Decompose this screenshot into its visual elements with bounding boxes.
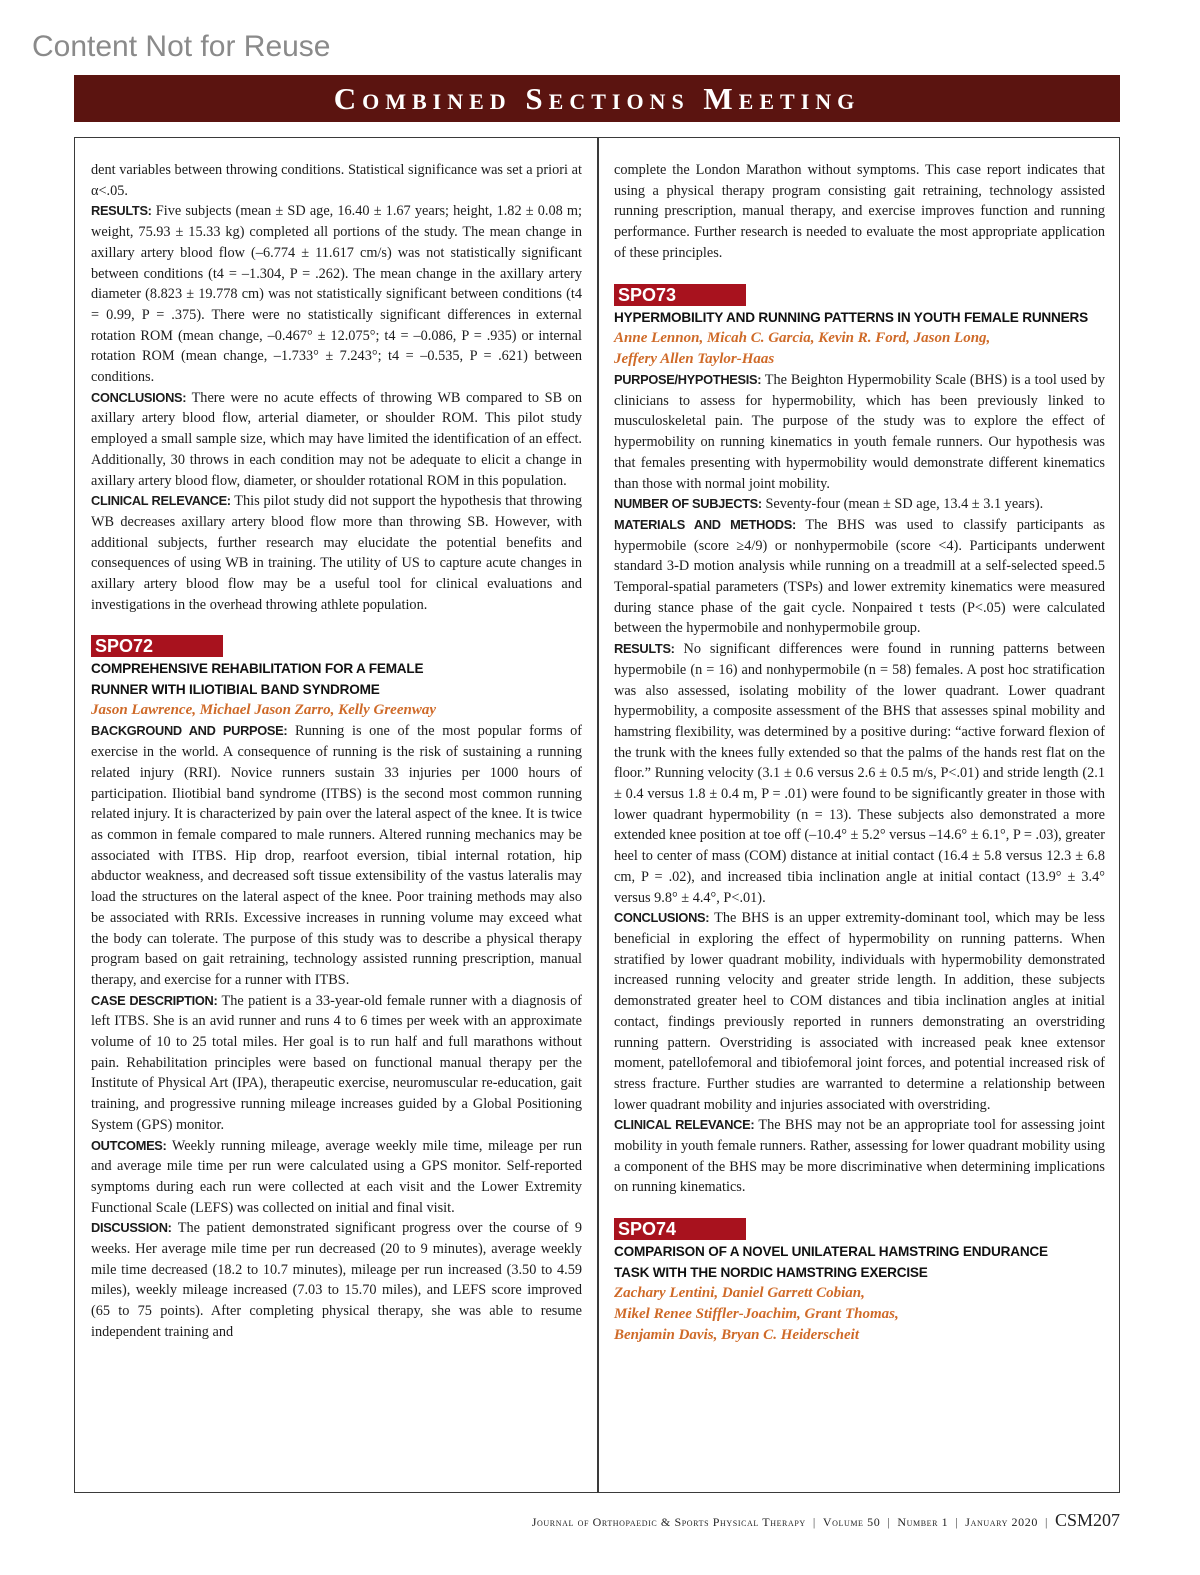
- outcomes-text: Weekly running mileage, average weekly mile time, mileage per run and average mile time per run were calculated using a GPS monitor. Self-reported symptoms during each run were collected at each visit and the Lower Extremity Functional Scale (LEFS) was collected on initial and final visit.: [91, 1137, 582, 1216]
- abstract-title-line: COMPREHENSIVE REHABILITATION FOR A FEMALE: [91, 661, 424, 677]
- results-paragraph: [91, 201, 582, 387]
- outcomes-label: OUTCOMES:: [91, 1137, 167, 1153]
- issue-date: January 2020: [965, 1515, 1038, 1529]
- discussion-text: The patient demonstrated significant progress over the course of 9 weeks. Her average mile time per run decreased (20 to 9 minutes), average weekly mile time decreased (18.2 to 10.7 minutes), mileage per run increased (3.50 to 4.59 miles), weekly mileage increased (7.03 to 15.70 miles), and LEFS score improved (65 to 75 points). After completing physical therapy, she was able to resume independent training and: [91, 1220, 582, 1340]
- case-description-paragraph: [91, 991, 582, 1136]
- abstract-code-badge: SPO74: [614, 1218, 746, 1240]
- abstract-title-line: RUNNER WITH ILIOTIBIAL BAND SYNDROME: [91, 681, 380, 697]
- banner-title: Combined Sections Meeting: [333, 80, 861, 116]
- discussion-paragraph: [91, 1218, 582, 1342]
- abstract-authors: [614, 1283, 1105, 1346]
- clinical-relevance-text: This pilot study did not support the hypothesis that throwing WB decreases axillary artery blood flow more than throwing SB. However, with additional subjects, further research may elucidate the potential benefits and consequences of using WB in training. The utility of US to capture acute changes in axillary artery blood flow may be a useful tool for clinical evaluations and investigations in the overhead throwing athlete population.: [91, 493, 582, 613]
- abstract-code-badge: SPO73: [614, 284, 746, 306]
- case-description-label: CASE DESCRIPTION:: [91, 992, 218, 1008]
- clinical-relevance-paragraph: [614, 1115, 1105, 1198]
- background-label: BACKGROUND AND PURPOSE:: [91, 723, 288, 739]
- conclusions-text: The BHS is an upper extremity-dominant tool, which may be less beneficial in exploring the effect of hypermobility on running patterns. When stratified by lower quadrant mobility, individuals with hypermobility demonstrated increased running velocity and greater stride length. In addition, these subjects demonstrated greater heel to COM distances and tibia inclination angles at initial contact, findings previously reported in runners demonstrating an overstriding running pattern. Overstriding is associated with increased peak knee extensor moment, patellofemoral and tibiofemoral joint forces, and potential increased risk of stress fracture. Further studies are warranted to determine a relationship between lower quadrant mobility and injuries associated with overstriding.: [614, 910, 1105, 1113]
- results-paragraph: [614, 639, 1105, 908]
- footer-separator: |: [1044, 1515, 1048, 1529]
- issue-number: Number 1: [897, 1515, 949, 1529]
- page-footer: [532, 1510, 1120, 1531]
- subjects-paragraph: [614, 494, 1105, 515]
- case-description-text: The patient is a 33-year-old female runner with a diagnosis of left ITBS. She is an avid runner and runs 4 to 6 times per week with an approximate volume of 10 to 25 total miles. Her goal is to run half and full marathons without pain. Rehabilitation principles were based on functional manual therapy per the Institute of Physical Art (IPA), therapeutic exercise, neuromuscular re-education, gait training, and progressive running mileage increases guided by a Global Positioning System (GPS) monitor.: [91, 992, 582, 1133]
- subjects-label: NUMBER OF SUBJECTS:: [614, 496, 762, 512]
- abstract-code-badge: SPO72: [91, 635, 223, 657]
- column-divider: [597, 137, 599, 1493]
- abstract-authors: [614, 328, 1105, 370]
- authors-line: Zachary Lentini, Daniel Garrett Cobian,: [614, 1285, 865, 1302]
- methods-paragraph: [614, 515, 1105, 639]
- background-text: Running is one of the most popular forms of exercise in the world. A consequence of running is the risk of sustaining a running related injury (RRI). Novice runners sustain 33 injuries per 1000 hours of participation. Iliotibial band syndrome (ITBS) is the second most common running related injury. It is characterized by pain over the lateral aspect of the knee. It is twice as common in female compared to male runners. Altered running mechanics may be associated with ITBS. Hip drop, rearfoot eversion, tibial internal rotation, hip abductor weakness, and decreased soft tissue extensibility of the vastus lateralis may load the structures on the lateral aspect of the knee. Poor training methods may also be associated with RRIs. Excessive increases in running volume may exceed what the body can tolerate. The purpose of this study was to describe a physical therapy program based on gait retraining, technology assisted running prescription, manual therapy, and exercise for a runner with ITBS.: [91, 723, 583, 988]
- clinical-relevance-paragraph: [91, 491, 582, 615]
- authors-line: Anne Lennon, Micah C. Garcia, Kevin R. Ford, Jason Long,: [614, 330, 991, 347]
- authors-line: Mikel Renee Stiffler-Joachim, Grant Thomas,: [614, 1306, 899, 1323]
- purpose-text: The Beighton Hypermobility Scale (BHS) is a tool used by clinicians to assess for hypermobility, which has been previously linked to musculoskeletal pain. The purpose of the study was to explore the effect of hypermobility on running kinematics in youth female runners. Our hypothesis was that females presenting with hypermobility would demonstrate different kinematics than those with normal joint mobility.: [614, 372, 1105, 492]
- background-paragraph: [91, 721, 582, 990]
- conclusions-text: There were no acute effects of throwing WB compared to SB on axillary artery blood flow, arterial diameter, or shoulder ROM. This pilot study employed a small sample size, which may have limited the identification of an effect. Additionally, 30 throws in each condition may not be adequate to elicit a change in axillary artery blood flow, diameter, or shoulder rotational ROM in this population.: [91, 389, 582, 489]
- authors-line: Jeffery Allen Taylor-Haas: [614, 351, 775, 368]
- results-text: Five subjects (mean ± SD age, 16.40 ± 1.67 years; height, 1.82 ± 0.08 m; weight, 75.93 ± 15.33 kg) completed all portions of the study. The mean change in axillary artery blood flow (–6.774 ± 11.617 cm/s) was not statistically significant between conditions (t4 = –1.304, P = .262). The mean change in the axillary artery diameter (8.823 ± 19.778 cm) was not statistically significant between conditions (t4 = 0.99, P = .375). There were no statistically significant differences in external rotation ROM (mean change, –0.467° ± 12.075°; t4 = –0.086, P = .935) or internal rotation ROM (mean change, –1.733° ± 7.243°; t4 = –0.535, P = .621) between conditions.: [91, 203, 582, 386]
- abstract-title-line: COMPARISON OF A NOVEL UNILATERAL HAMSTRING ENDURANCE: [614, 1244, 1048, 1260]
- abstract-title-line: TASK WITH THE NORDIC HAMSTRING EXERCISE: [614, 1264, 928, 1280]
- conclusions-label: CONCLUSIONS:: [614, 910, 710, 926]
- page-number: CSM207: [1054, 1510, 1120, 1530]
- paragraph-continued: dent variables between throwing conditions. Statistical significance was set a priori at α<.05.: [91, 162, 582, 199]
- volume: Volume 50: [822, 1515, 881, 1529]
- authors-line: Benjamin Davis, Bryan C. Heiderscheit: [614, 1327, 860, 1344]
- watermark: Content Not for Reuse: [32, 30, 331, 63]
- right-column: [614, 160, 1105, 1346]
- purpose-label: PURPOSE/HYPOTHESIS:: [614, 372, 762, 388]
- left-column: [91, 160, 582, 1343]
- journal-name: Journal of Orthopaedic & Sports Physical Therapy: [531, 1515, 806, 1529]
- abstract-title: HYPERMOBILITY AND RUNNING PATTERNS IN YOUTH FEMALE RUNNERS: [614, 309, 1089, 325]
- results-text: No significant differences were found in running patterns between hypermobile (n = 16) and nonhypermobile (n = 58) females. A post hoc stratification was also assessed, isolating mobility of the lower quadrant. Lower quadrant hypermobility, a composite assessment of the BHS that assesses spinal mobility and hamstring flexibility, was determined by a positive during: “active forward flexion of the trunk with the knees fully extended so that the palms of the hands rest flat on the floor.” Running velocity (3.1 ± 0.6 versus 2.6 ± 0.5 m/s, P<.01) and stride length (2.1 ± 0.4 versus 1.8 ± 0.4 m, P = .01) were found to be significantly greater in those with lower quadrant hypermobility (n = 13). These subjects also demonstrated a more extended knee position at toe off (–10.4° ± 5.2° versus –14.6° ± 6.1°, P = .03), greater heel to center of mass (COM) distance at initial contact (16.4 ± 5.8 versus 12.3 ± 6.8 cm, P = .02), and increased tibia inclination angle at initial contact (13.9° ± 3.4° versus 9.8° ± 4.4°, P<.01).: [614, 641, 1105, 906]
- subjects-text: Seventy-four (mean ± SD age, 13.4 ± 3.1 years).: [761, 496, 1044, 513]
- discussion-label: DISCUSSION:: [91, 1220, 172, 1236]
- section-banner: [74, 75, 1120, 122]
- methods-label: MATERIALS AND METHODS:: [614, 516, 796, 532]
- conclusions-paragraph: [614, 908, 1105, 1115]
- results-label: RESULTS:: [91, 203, 152, 219]
- clinical-relevance-label: CLINICAL RELEVANCE:: [91, 493, 231, 509]
- abstract-authors: Jason Lawrence, Michael Jason Zarro, Kelly Greenway: [91, 702, 436, 719]
- clinical-relevance-label: CLINICAL RELEVANCE:: [614, 1117, 755, 1133]
- outcomes-paragraph: [91, 1136, 582, 1219]
- footer-separator: |: [812, 1515, 816, 1529]
- conclusions-label: CONCLUSIONS:: [91, 389, 187, 405]
- purpose-paragraph: [614, 370, 1105, 494]
- results-label: RESULTS:: [614, 641, 675, 657]
- footer-separator: |: [955, 1515, 959, 1529]
- methods-text: The BHS was used to classify participants as hypermobile (score ≥4/9) or nonhypermobile (score <4). Participants underwent standard 3-D motion analysis while running on a treadmill at a self-selected speed.5 Temporal-spatial parameters (TSPs) and lower extremity kinematics were measured during stance phase of the gait cycle. Nonpaired t tests (P<.05) were calculated between the hypermobile and nonhypermobile group.: [614, 516, 1105, 637]
- conclusions-paragraph: [91, 388, 582, 492]
- clinical-relevance-text: The BHS may not be an appropriate tool for assessing joint mobility in youth female runners. Rather, assessing for lower quadrant mobility using a component of the BHS may be more discriminative when determining implications on running kinematics.: [614, 1117, 1105, 1196]
- footer-separator: |: [887, 1515, 891, 1529]
- paragraph-continued: complete the London Marathon without symptoms. This case report indicates that using a physical therapy program consisting gait retraining, technology assisted running prescription, manual therapy, and exercise improves function and running performance. Further research is needed to evaluate the most appropriate application of these principles.: [614, 162, 1105, 261]
- abstract-title: [614, 1242, 1105, 1283]
- abstract-title: [91, 659, 582, 700]
